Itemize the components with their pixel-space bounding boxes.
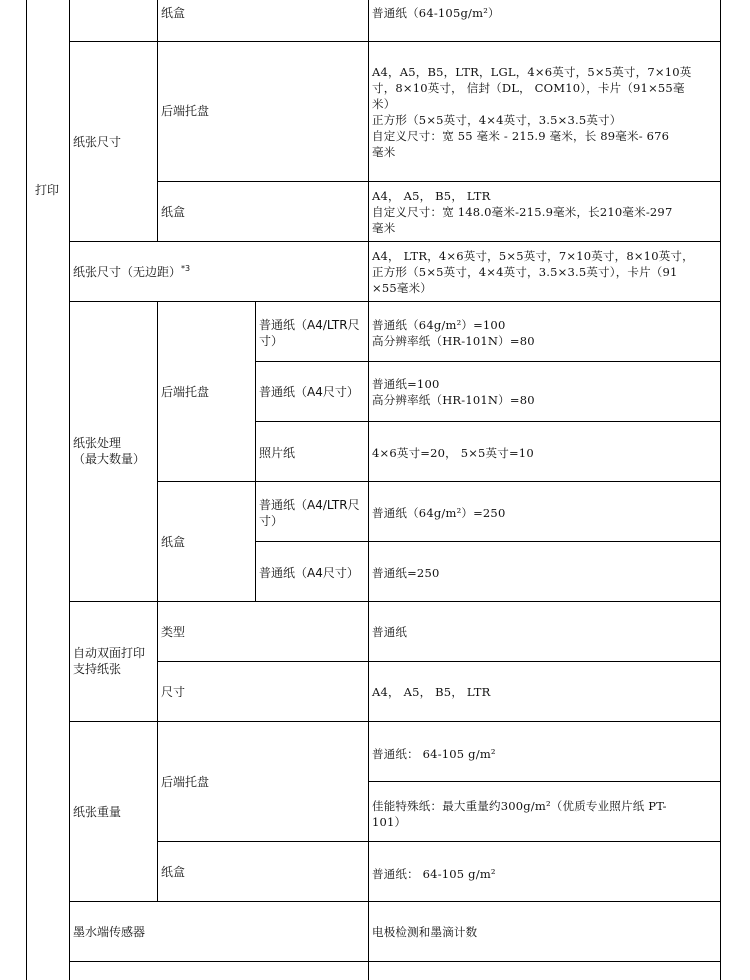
handling-rear-tray: 后端托盘 — [161, 385, 210, 399]
weight-rear-plain-value: 普通纸： 64-105 g/m² — [372, 747, 496, 761]
handling-cas-plain-a4-value: 普通纸=250 — [372, 566, 440, 580]
grid-line — [255, 421, 721, 422]
paper-size-label: 纸张尺寸 — [73, 135, 122, 149]
grid-line — [69, 41, 721, 42]
grid-line — [368, 0, 369, 980]
handling-plain-a4ltr-value: 普通纸（64g/m²）=100 高分辨率纸（HR-101N）=80 — [372, 318, 535, 348]
grid-line — [69, 301, 721, 302]
duplex-label: 自动双面打印 支持纸张 — [73, 646, 146, 676]
borderless-label-text: 纸张尺寸（无边距） — [73, 265, 182, 279]
section-label-print: 打印 — [35, 183, 60, 197]
row1-value: 普通纸（64-105g/m²） — [372, 6, 500, 20]
duplex-type: 类型 — [161, 625, 186, 639]
weight-label: 纸张重量 — [73, 805, 122, 819]
weight-rear-canon-value: 佳能特殊纸：最大重量约300g/m²（优质专业照片纸 PT- 101） — [372, 799, 667, 829]
weight-cassette-value: 普通纸： 64-105 g/m² — [372, 867, 496, 881]
grid-line — [157, 0, 158, 241]
handling-photo: 照片纸 — [259, 446, 296, 460]
grid-line — [69, 901, 721, 902]
grid-line — [720, 0, 721, 980]
duplex-type-value: 普通纸 — [372, 625, 408, 639]
handling-cassette: 纸盒 — [161, 535, 186, 549]
handling-cas-plain-a4ltr-value: 普通纸（64g/m²）=250 — [372, 506, 506, 520]
grid-line — [255, 301, 256, 602]
row1-label: 纸盒 — [161, 6, 186, 20]
grid-line — [255, 541, 721, 542]
paper-size-rear-value: A4，A5，B5，LTR，LGL，4×6英寸，5×5英寸，7×10英 寸，8×10英寸， 信封（DL， COM10），卡片（91×55毫 米） 正方形（5×5英寸，4×4英寸，3.5×3.5英寸） 自定义尺寸：宽 55 毫米 - 215.9 毫米，长 89毫米- 676 毫米 — [372, 65, 692, 159]
handling-cas-plain-a4ltr: 普通纸（A4/LTR尺 寸） — [259, 498, 360, 528]
duplex-size-value: A4， A5， B5， LTR — [372, 685, 491, 699]
grid-line — [157, 661, 721, 662]
handling-photo-value: 4×6英寸=20， 5×5英寸=10 — [372, 446, 534, 460]
paper-size-cassette-value: A4， A5， B5， LTR 自定义尺寸：宽 148.0毫米-215.9毫米，长210毫米-297 毫米 — [372, 189, 673, 235]
paper-size-cassette: 纸盒 — [161, 205, 186, 219]
handling-label: 纸张处理 （最大数量） — [73, 436, 146, 466]
duplex-size: 尺寸 — [161, 685, 186, 699]
weight-cassette: 纸盒 — [161, 865, 186, 879]
grid-line — [368, 781, 721, 782]
grid-line — [255, 361, 721, 362]
grid-line — [157, 481, 721, 482]
grid-line — [69, 721, 721, 722]
ink-sensor-label: 墨水端传感器 — [73, 925, 146, 939]
grid-line — [26, 0, 27, 980]
footnote-mark: *3 — [181, 264, 191, 273]
grid-line — [69, 601, 721, 602]
grid-line — [69, 0, 70, 980]
grid-line — [69, 961, 721, 962]
handling-plain-a4-value: 普通纸=100 高分辨率纸（HR-101N）=80 — [372, 377, 535, 407]
grid-line — [69, 241, 721, 242]
weight-rear-tray: 后端托盘 — [161, 775, 210, 789]
grid-line — [157, 841, 721, 842]
grid-line — [157, 181, 721, 182]
paper-size-rear-tray: 后端托盘 — [161, 104, 210, 118]
borderless-value: A4， LTR，4×6英寸，5×5英寸，7×10英寸，8×10英寸， 正方形（5×5英寸，4×4英寸，3.5×3.5英寸），卡片（91 ×55毫米） — [372, 249, 694, 295]
handling-plain-a4ltr: 普通纸（A4/LTR尺 寸） — [259, 318, 360, 348]
handling-plain-a4: 普通纸（A4尺寸） — [259, 385, 359, 399]
ink-sensor-value: 电极检测和墨滴计数 — [372, 925, 478, 939]
handling-cas-plain-a4: 普通纸（A4尺寸） — [259, 566, 359, 580]
borderless-label — [73, 264, 190, 280]
